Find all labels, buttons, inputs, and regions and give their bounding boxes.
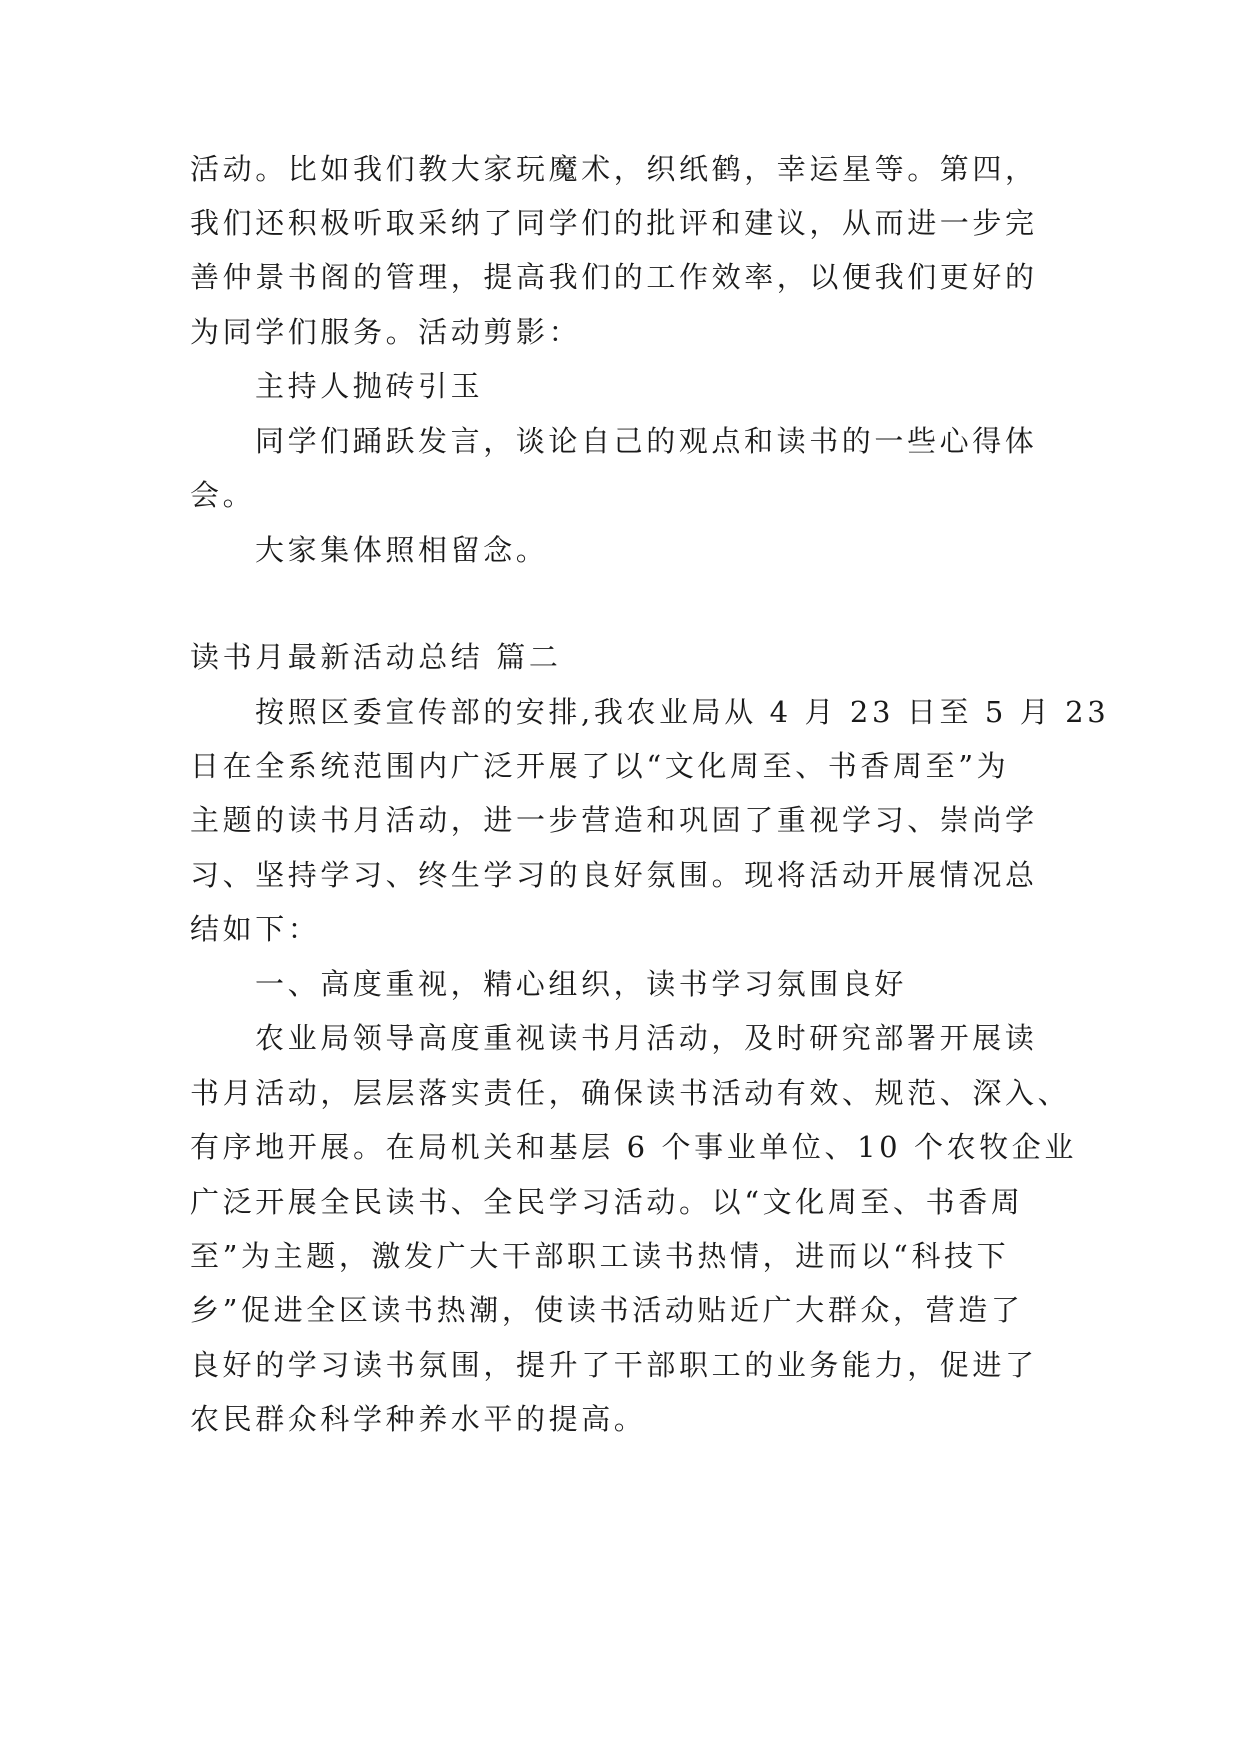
- text-line: 为同学们服务。活动剪影：: [190, 315, 582, 349]
- text-line: 会。: [190, 478, 256, 512]
- text-line: 农民群众科学种养水平的提高。: [190, 1402, 647, 1436]
- text-line: 按照区委宣传部的安排,我农业局从 4 月 23 日至 5 月 23: [255, 695, 1110, 729]
- text-line: 主题的读书月活动，进一步营造和巩固了重视学习、崇尚学: [190, 803, 1038, 837]
- text-line: 活动。比如我们教大家玩魔术，织纸鹤，幸运星等。第四，: [190, 152, 1038, 186]
- text-line: 至”为主题，激发广大干部职工读书热情，进而以“科技下: [190, 1239, 1010, 1273]
- image-caption: 主持人抛砖引玉: [255, 369, 484, 403]
- text-line: 乡”促进全区读书热潮，使读书活动贴近广大群众，营造了: [190, 1293, 1024, 1327]
- text-line: 广泛开展全民读书、全民学习活动。以“文化周至、书香周: [190, 1185, 1024, 1219]
- image-caption: 大家集体照相留念。: [255, 533, 549, 567]
- text-line: 农业局领导高度重视读书月活动，及时研究部署开展读: [255, 1021, 1038, 1055]
- text-line: 良好的学习读书氛围，提升了干部职工的业务能力，促进了: [190, 1348, 1038, 1382]
- subheading: 一、高度重视，精心组织，读书学习氛围良好: [255, 967, 908, 1001]
- text-line: 习、坚持学习、终生学习的良好氛围。现将活动开展情况总: [190, 858, 1038, 892]
- text-line: 结如下：: [190, 912, 321, 946]
- text-line: 我们还积极听取采纳了同学们的批评和建议，从而进一步完: [190, 206, 1038, 240]
- text-line: 书月活动，层层落实责任，确保读书活动有效、规范、深入、: [190, 1076, 1071, 1110]
- image-caption: 同学们踊跃发言，谈论自己的观点和读书的一些心得体: [255, 424, 1038, 458]
- section-heading: 读书月最新活动总结 篇二: [190, 640, 562, 674]
- text-line: 日在全系统范围内广泛开展了以“文化周至、书香周至”为: [190, 749, 1010, 783]
- text-line: 善仲景书阁的管理，提高我们的工作效率，以便我们更好的: [190, 260, 1038, 294]
- text-line: 有序地开展。在局机关和基层 6 个事业单位、10 个农牧企业: [190, 1130, 1078, 1164]
